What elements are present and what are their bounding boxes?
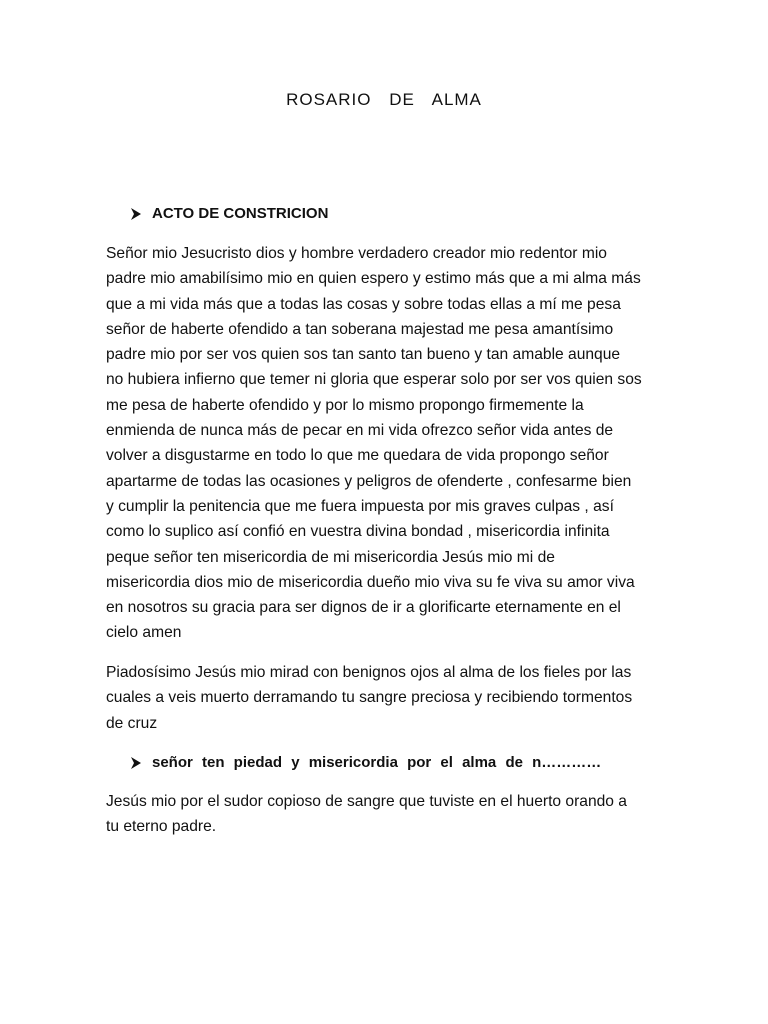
text-line: misericordia dios mio de misericordia dueño mio viva su fe viva su amor viva xyxy=(106,573,635,591)
text-line: que a mi vida más que a todas las cosas y sobre todas ellas a mí me pesa xyxy=(106,295,621,313)
text-line: cielo amen xyxy=(106,624,182,642)
section-heading-acto-de-constricion xyxy=(130,205,328,222)
text-line: me pesa de haberte ofendido y por lo mismo propongo firmemente la xyxy=(106,396,584,414)
arrowhead-bullet-icon xyxy=(130,756,142,770)
text-line: como lo suplico así confió en vuestra divina bondad , misericordia infinita xyxy=(106,523,610,541)
text-line: enmienda de nunca más de pecar en mi vida ofrezco señor vida antes de xyxy=(106,422,614,440)
text-line: y cumplir la penitencia que me fuera impuesta por mis graves culpas , así xyxy=(106,497,614,515)
section-heading-label: señor ten piedad y misericordia por el alma de n………… xyxy=(152,754,602,771)
text-line: padre mio amabilísimo mio en quien espero y estimo más que a mi alma más xyxy=(106,270,641,288)
text-line: padre mio por ser vos quien sos tan santo tan bueno y tan amable aunque xyxy=(106,346,621,364)
paragraph-acto-de-constricion xyxy=(106,241,696,646)
text-line: Jesús mio por el sudor copioso de sangre que tuviste en el huerto orando a xyxy=(106,793,627,810)
text-line: Piadosísimo Jesús mio mirad con benignos ojos al alma de los fieles por las xyxy=(106,664,632,681)
text-line: de cruz xyxy=(106,714,158,732)
text-line: Señor mio Jesucristo dios y hombre verdadero creador mio redentor mio xyxy=(106,245,607,262)
text-line: en nosotros su gracia para ser dignos de ir a glorificarte eternamente en el xyxy=(106,599,621,617)
arrowhead-bullet-icon xyxy=(130,207,142,221)
text-line: tu eterno padre. xyxy=(106,818,217,836)
paragraph-piadosisimo xyxy=(106,660,696,736)
text-line: apartarme de todas las ocasiones y peligros de ofenderte , confesarme bien xyxy=(106,472,632,490)
text-line: cuales a veis muerto derramando tu sangre preciosa y recibiendo tormentos xyxy=(106,689,633,707)
section-heading-senor-ten-piedad xyxy=(130,754,601,771)
document-title: ROSARIO DE ALMA xyxy=(286,90,482,109)
text-line: volver a disgustarme en todo lo que me quedara de vida propongo señor xyxy=(106,447,609,465)
text-line: peque señor ten misericordia de mi misericordia Jesús mio mi de xyxy=(106,548,555,566)
text-line: no hubiera infierno que temer ni gloria que esperar solo por ser vos quien sos xyxy=(106,371,642,389)
text-line: señor de haberte ofendido a tan soberana majestad me pesa amantísimo xyxy=(106,320,614,338)
paragraph-jesus-mio xyxy=(106,789,696,840)
section-heading-label: ACTO DE CONSTRICION xyxy=(152,205,329,222)
